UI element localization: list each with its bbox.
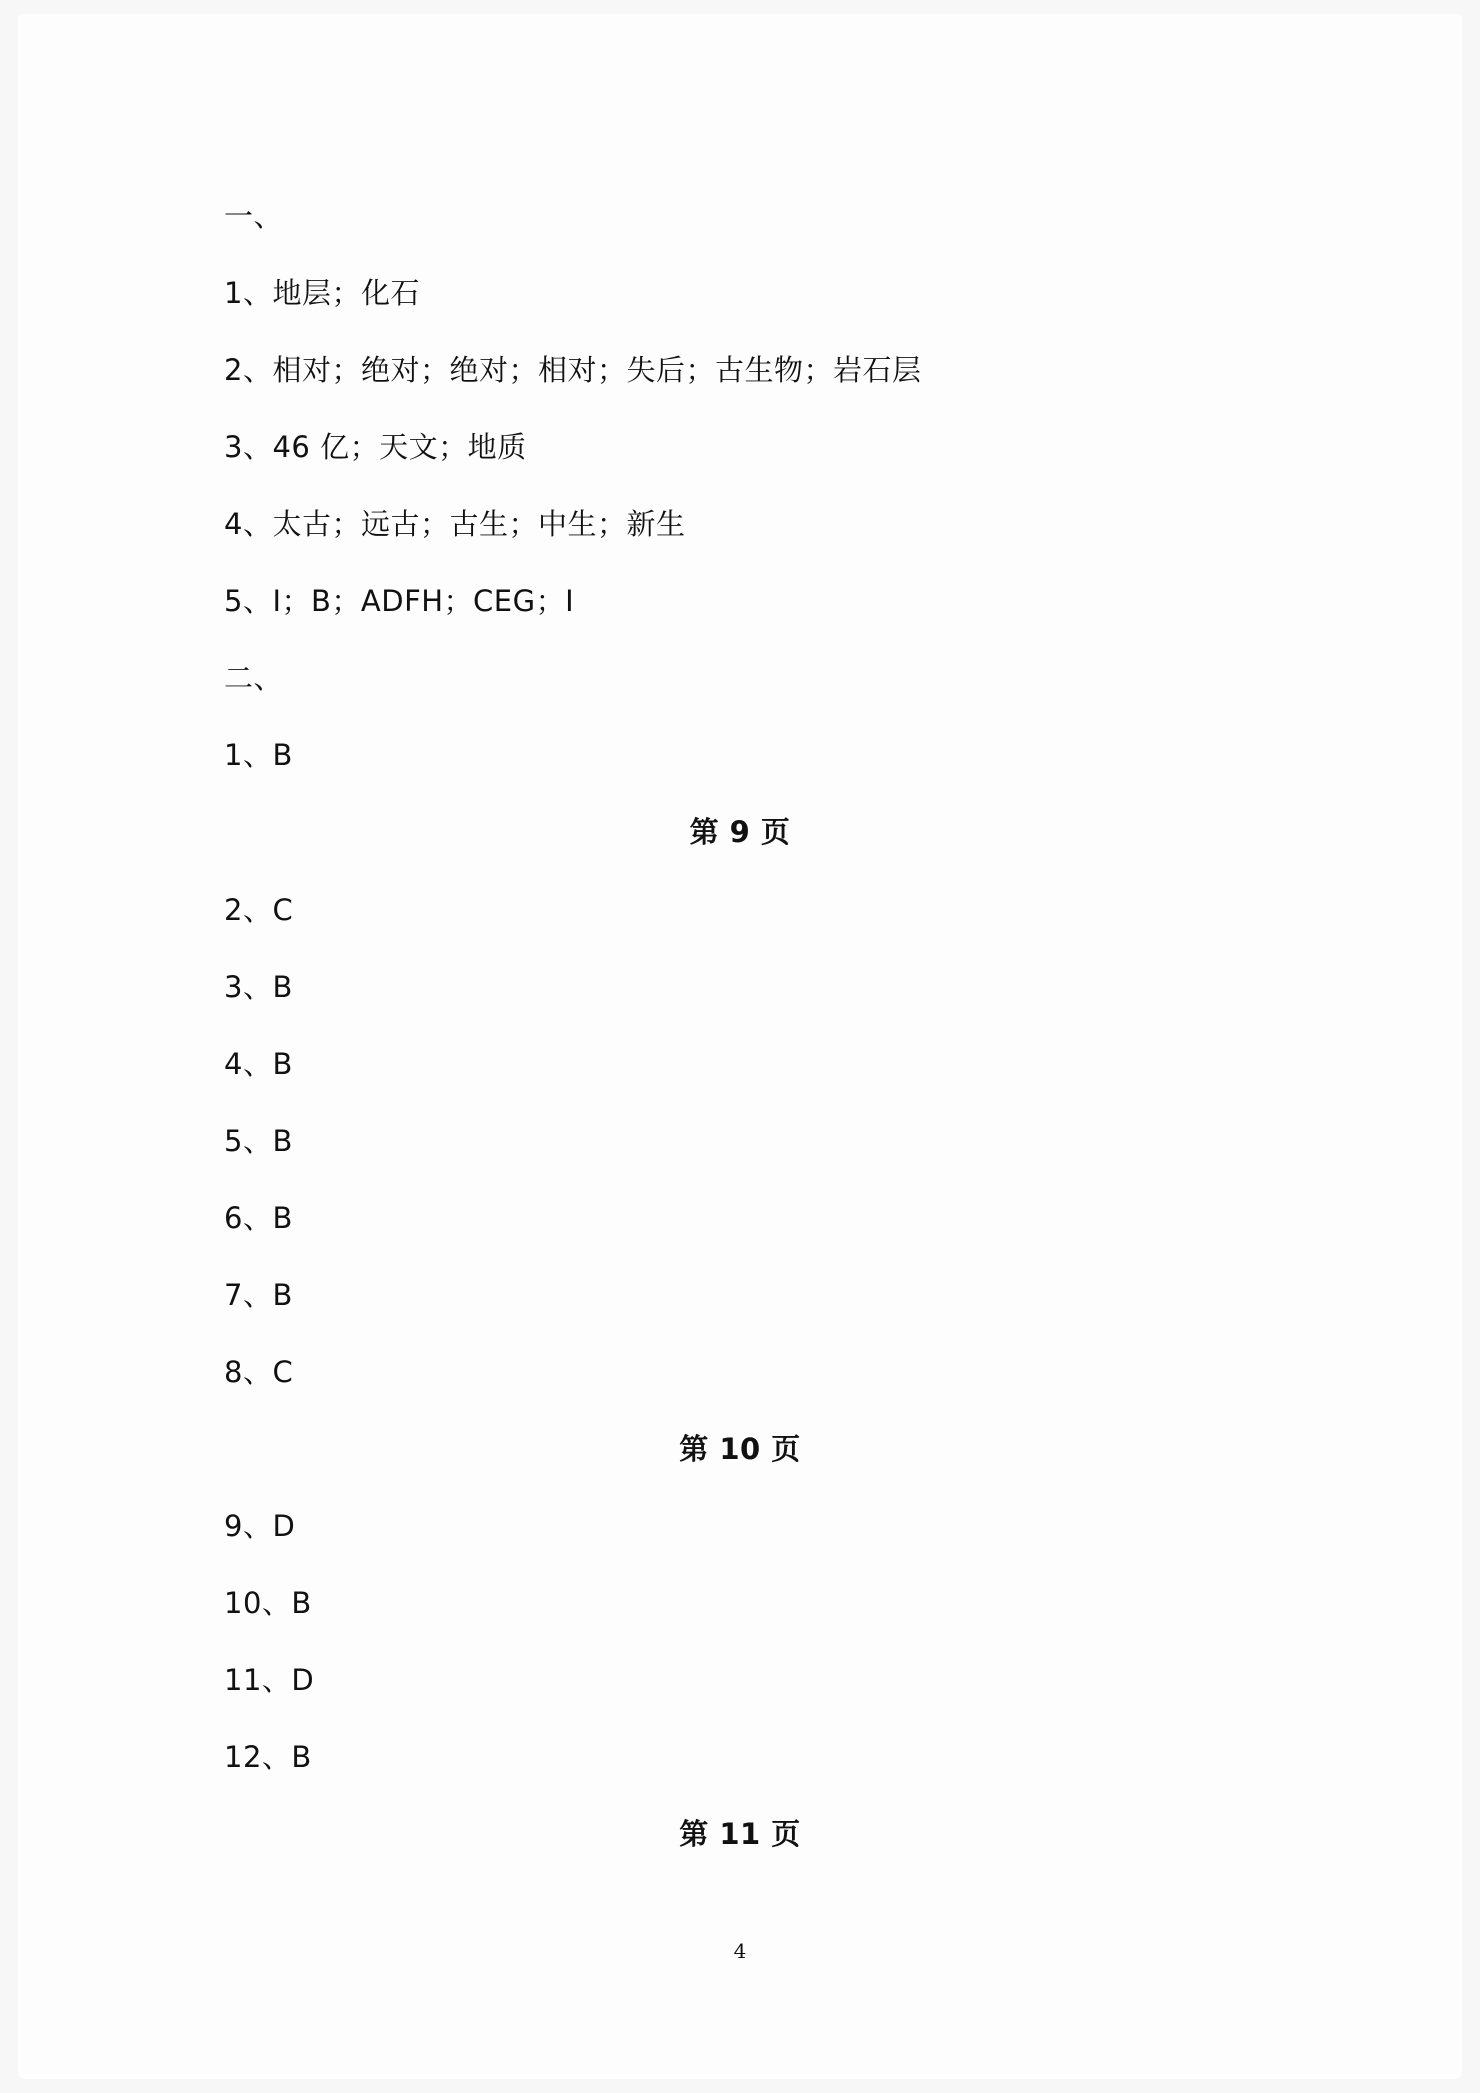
answer-line: 10、B	[224, 1586, 312, 1620]
answer-line: 12、B	[224, 1740, 312, 1774]
answer-line: 7、B	[224, 1278, 293, 1312]
answer-line: 3、B	[224, 970, 293, 1004]
page-number: 4	[733, 1939, 747, 1963]
page-label-9: 第 9 页	[689, 815, 791, 849]
page-label-10: 第 10 页	[679, 1432, 801, 1466]
answer-line: 4、B	[224, 1047, 293, 1081]
answer-line: 1、地层；化石	[224, 276, 420, 310]
answer-line: 9、D	[224, 1509, 296, 1543]
answer-key	[18, 14, 1462, 2079]
section-two-heading: 二、	[224, 661, 284, 695]
answer-line: 5、B	[224, 1124, 293, 1158]
answer-line: 1、B	[224, 738, 293, 772]
page-label-11: 第 11 页	[679, 1817, 801, 1851]
answer-line: 11、D	[224, 1663, 315, 1697]
answer-line: 3、46 亿；天文；地质	[224, 430, 527, 464]
answer-line: 4、太古；远古；古生；中生；新生	[224, 507, 686, 541]
answer-line: 2、相对；绝对；绝对；相对；失后；古生物；岩石层	[224, 353, 922, 387]
section-one-heading: 一、	[224, 199, 284, 233]
answer-line: 2、C	[224, 893, 294, 927]
answer-line: 6、B	[224, 1201, 293, 1235]
document-page	[18, 14, 1462, 2079]
answer-line: 5、I；B；ADFH；CEG；I	[224, 584, 575, 618]
answer-line: 8、C	[224, 1355, 294, 1389]
